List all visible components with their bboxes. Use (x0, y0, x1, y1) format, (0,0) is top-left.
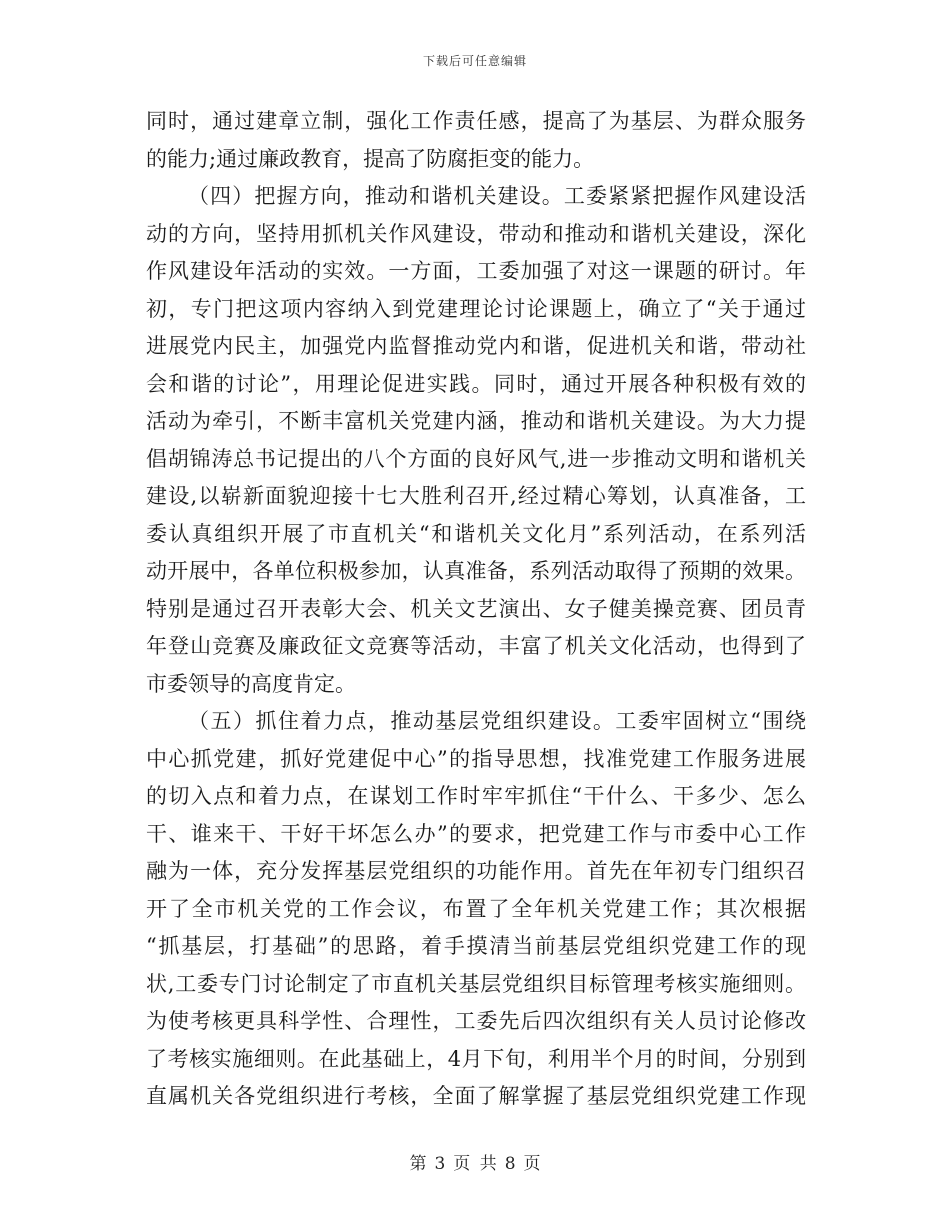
text-line-paragraph-start: （四）把握方向，推动和谐机关建设。工委紧紧把握作风建设活 (188, 184, 806, 208)
text-line: 作风建设年活动的实效。一方面，工委加强了对这一课题的研讨。年 (146, 259, 806, 283)
text-line: 年登山竞赛及廉政征文竞赛等活动，丰富了机关文化活动，也得到了 (146, 634, 806, 658)
text-line: 动开展中，各单位积极参加，认真准备，系列活动取得了预期的效果。 (146, 559, 806, 583)
text-line: 活动为牵引，不断丰富机关党建内涵，推动和谐机关建设。为大力提 (146, 409, 806, 433)
page-current: 3 (434, 1154, 446, 1174)
text-line: 的能力;通过廉政教育，提高了防腐拒变的能力。 (146, 146, 595, 171)
text-line: 同时，通过建章立制，强化工作责任感，提高了为基层、为群众服务 (146, 109, 806, 133)
text-line: 倡胡锦涛总书记提出的八个方面的良好风气,进一步推动文明和谐机关 (146, 446, 806, 471)
text-line: 动的方向，坚持用抓机关作风建设，带动和推动和谐机关建设，深化 (146, 221, 806, 246)
text-line: 开了全市机关党的工作会议，布置了全年机关党建工作；其次根据 (146, 896, 806, 921)
text-line: 直属机关各党组织进行考核，全面了解掌握了基层党组织党建工作现 (146, 1084, 806, 1108)
page-footer (0, 1149, 950, 1174)
text-line: 建设,以崭新面貌迎接十七大胜利召开,经过精心筹划，认真准备，工 (146, 484, 806, 508)
text-line: 融为一体，充分发挥基层党组织的功能作用。首先在年初专门组织召 (146, 859, 806, 883)
text-line-paragraph-start: （五）抓住着力点，推动基层党组织建设。工委牢固树立“围绕 (188, 709, 806, 733)
page-label-mid: 页 共 (453, 1154, 497, 1174)
text-line: 干、谁来干、干好干坏怎么办”的要求，把党建工作与市委中心工作 (146, 821, 806, 846)
text-line: 了考核实施细则。在此基础上，4月下旬，利用半个月的时间，分别到 (146, 1046, 806, 1071)
text-line: 市委领导的高度肯定。 (146, 671, 356, 696)
text-line: 会和谐的讨论”，用理论促进实践。同时，通过开展各种积极有效的 (146, 371, 806, 396)
text-line: 中心抓党建，抓好党建促中心”的指导思想，找准党建工作服务进展 (146, 746, 806, 771)
text-line: 特别是通过召开表彰大会、机关文艺演出、女子健美操竞赛、团员青 (146, 596, 806, 621)
text-line: 为使考核更具科学性、合理性，工委先后四次组织有关人员讨论修改 (146, 1009, 806, 1033)
text-line: 的切入点和着力点，在谋划工作时牢牢抓住“干什么、干多少、怎么 (146, 784, 806, 808)
page-total: 8 (504, 1154, 516, 1174)
text-line: 进展党内民主，加强党内监督推动党内和谐，促进机关和谐，带动社 (146, 334, 806, 358)
page-label-prefix: 第 (409, 1154, 427, 1174)
document-body (146, 103, 806, 1116)
text-line: 委认真组织开展了市直机关“和谐机关文化月”系列活动，在系列活 (146, 521, 806, 546)
text-line: 状,工委专门讨论制定了市直机关基层党组织目标管理考核实施细则。 (146, 971, 806, 996)
text-line: 初，专门把这项内容纳入到党建理论讨论课题上，确立了“关于通过 (146, 296, 806, 321)
text-line: “抓基层，打基础”的思路，着手摸清当前基层党组织党建工作的现 (146, 934, 806, 958)
header-note: 下载后可任意编辑 (422, 54, 527, 68)
page-label-suffix: 页 (523, 1154, 541, 1174)
